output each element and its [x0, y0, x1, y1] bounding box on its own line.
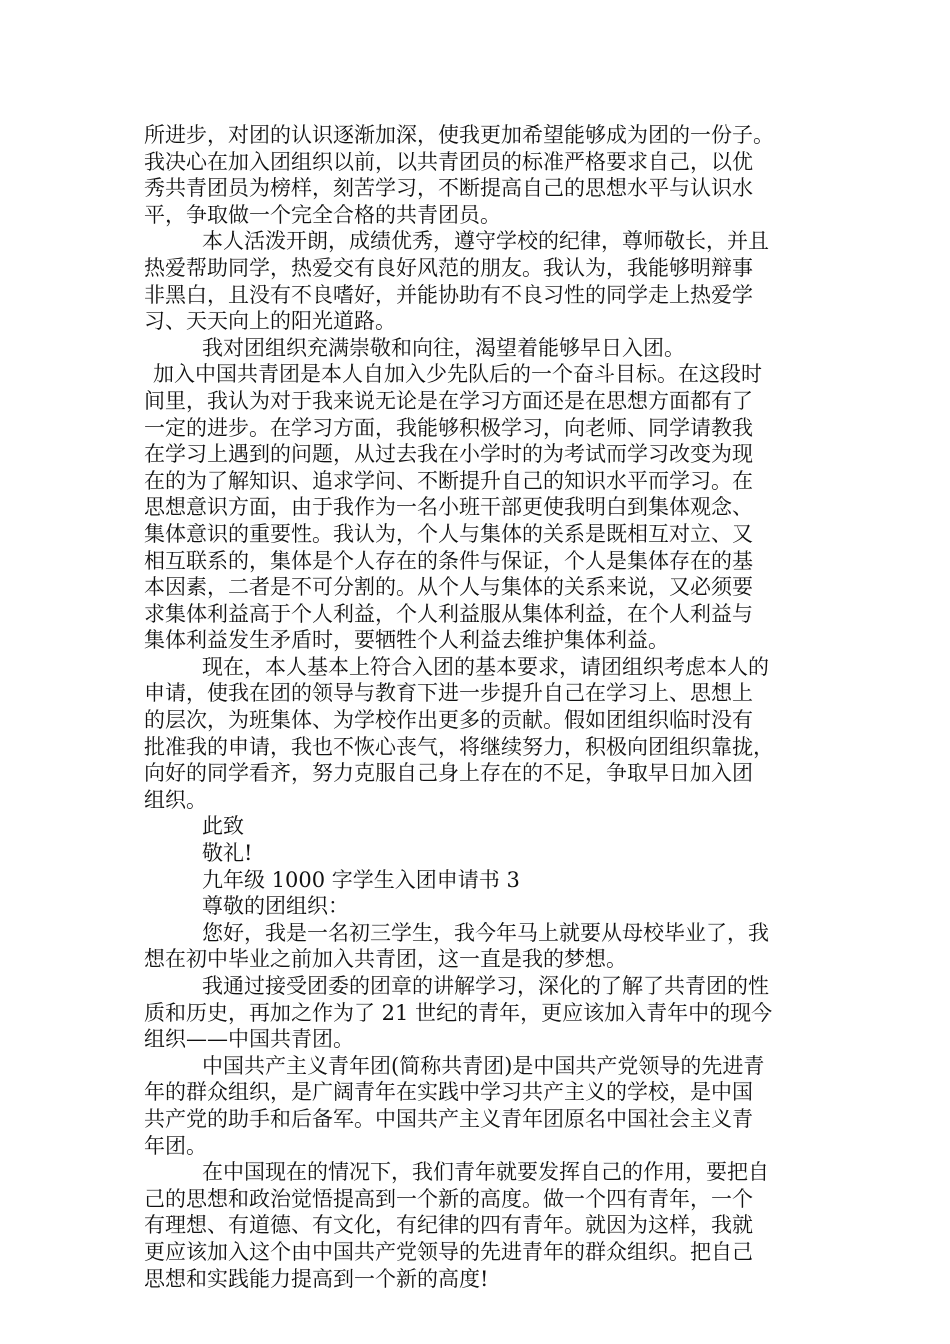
text-line: 敬礼!: [202, 841, 253, 866]
text-line: 集体利益发生矛盾时，要牺牲个人利益去维护集体利益。: [144, 628, 669, 653]
text-line: 己的思想和政治觉悟提高到一个新的高度。做一个四有青年，一个: [144, 1186, 753, 1211]
text-line: 秀共青团员为榜样，刻苦学习，不断提高自己的思想水平与认识水: [144, 176, 753, 201]
text-line: 共产党的助手和后备军。中国共产主义青年团原名中国社会主义青: [144, 1106, 753, 1131]
text-line: 质和历史，再加之作为了 21 世纪的青年，更应该加入青年中的现今: [144, 1000, 773, 1025]
text-line: 想在初中毕业之前加入共青团，这一直是我的梦想。: [144, 947, 627, 972]
text-line: 集体意识的重要性。我认为，个人与集体的关系是既相互对立、又: [144, 521, 753, 546]
text-line: 我决心在加入团组织以前，以共青团员的标准严格要求自己，以优: [144, 149, 753, 174]
text-line: 向好的同学看齐，努力克服自己身上存在的不足，争取早日加入团: [144, 761, 753, 786]
text-line: 更应该加入这个由中国共产党领导的先进青年的群众组织。把自己: [144, 1239, 753, 1264]
text-line: 所进步，对团的认识逐渐加深，使我更加希望能够成为团的一份子。: [144, 123, 774, 147]
text-line: 我对团组织充满崇敬和向往，渴望着能够早日入团。: [202, 335, 685, 360]
text-line: 有理想、有道德、有文化，有纪律的四有青年。就因为这样，我就: [144, 1213, 753, 1238]
text-line: 思想和实践能力提高到一个新的高度!: [144, 1266, 489, 1291]
text-line: 我通过接受团委的团章的讲解学习，深化的了解了共青团的性: [202, 974, 769, 998]
text-line: 在学习上遇到的问题，从过去我在小学时的为考试而学习改变为现: [144, 442, 753, 467]
text-line: 非黑白，且没有不良嗜好，并能协助有不良习性的同学走上热爱学: [144, 282, 753, 307]
text-line: 思想意识方面，由于我作为一名小班干部更使我明白到集体观念、: [144, 495, 753, 520]
text-line: 一定的进步。在学习方面，我能够积极学习，向老师、同学请教我: [144, 415, 753, 440]
text-line: 中国共产主义青年团(简称共青团)是中国共产党领导的先进青: [202, 1053, 765, 1078]
text-line: 九年级 1000 字学生入团申请书 3: [202, 867, 520, 892]
text-line: 间里，我认为对于我来说无论是在学习方面还是在思想方面都有了: [144, 388, 753, 413]
text-line: 组织。: [144, 787, 207, 812]
text-line: 申请，使我在团的领导与教育下进一步提升自己在学习上、思想上: [144, 681, 753, 706]
text-line: 组织——中国共青团。: [144, 1027, 354, 1052]
text-line: 年的群众组织，是广阔青年在实践中学习共产主义的学校，是中国: [144, 1080, 753, 1105]
document-body: [144, 122, 820, 1292]
text-line: 批准我的申请，我也不恢心丧气，将继续努力，积极向团组织靠拢，: [144, 734, 774, 759]
text-line: 本因素，二者是不可分割的。从个人与集体的关系来说，又必须要: [144, 575, 753, 600]
text-line: 在中国现在的情况下，我们青年就要发挥自己的作用，要把自: [202, 1160, 769, 1185]
text-line: 本人活泼开朗，成绩优秀，遵守学校的纪律，尊师敬长，并且: [202, 229, 769, 254]
text-line: 平，争取做一个完全合格的共青团员。: [144, 202, 501, 227]
text-line: 习、天天向上的阳光道路。: [144, 309, 396, 334]
text-line: 相互联系的，集体是个人存在的条件与保证，个人是集体存在的基: [144, 548, 753, 573]
text-line: 您好，我是一名初三学生，我今年马上就要从母校毕业了，我: [202, 920, 769, 945]
text-line: 年团。: [144, 1133, 207, 1158]
text-line: 现在，本人基本上符合入团的基本要求，请团组织考虑本人的: [202, 654, 769, 679]
text-line: 尊敬的团组织：: [202, 894, 349, 919]
text-line: 加入中国共青团是本人自加入少先队后的一个奋斗目标。在这段时: [153, 362, 762, 387]
text-line: 此致: [202, 814, 244, 839]
text-line: 求集体利益高于个人利益，个人利益服从集体利益，在个人利益与: [144, 601, 753, 626]
text-line: 的层次，为班集体、为学校作出更多的贡献。假如团组织临时没有: [144, 708, 753, 733]
text-line: 在的为了解知识、追求学问、不断提升自己的知识水平而学习。在: [144, 468, 753, 493]
text-line: 热爱帮助同学，热爱交有良好风范的朋友。我认为，我能够明辩事: [144, 255, 753, 280]
